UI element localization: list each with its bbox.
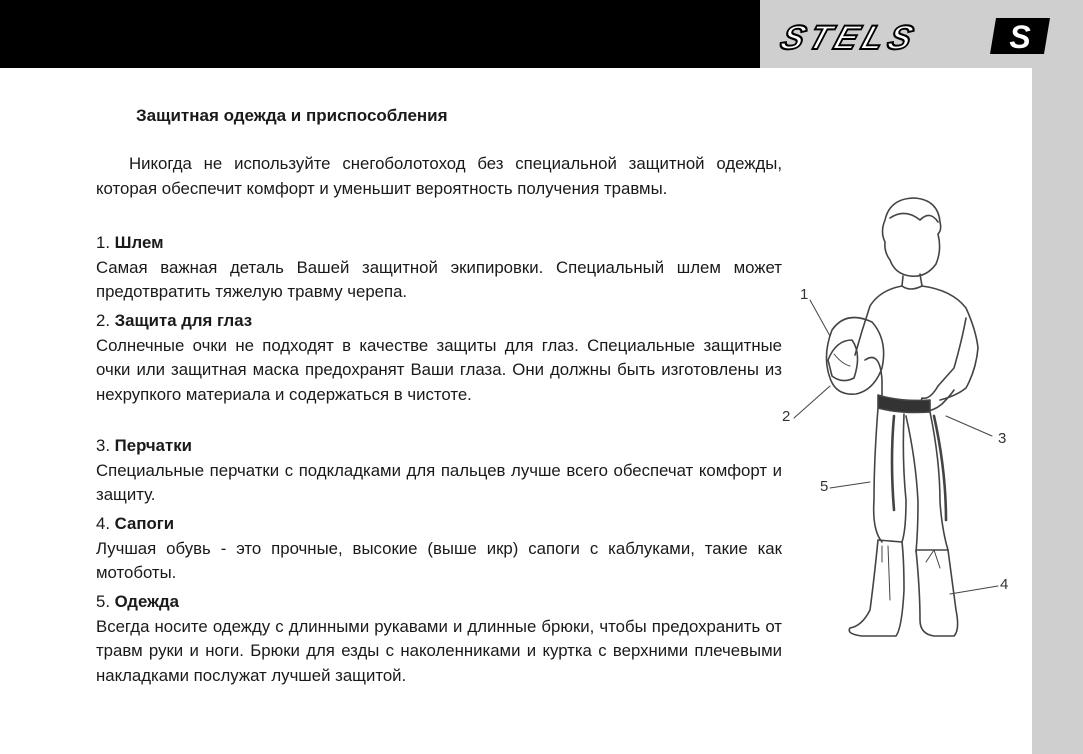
callout-3: 3: [998, 430, 1007, 447]
item-text: Всегда носите одежду с длинными рукавами и длинные брюки, чтобы предохранить от травм руки и ноги. Брюки для езды с наколенниками и куртка с верхними плечевыми накладками послужат лучшей защитой.: [96, 616, 782, 685]
brand-mark-letter: S: [1009, 19, 1031, 55]
callout-4: 4: [1000, 576, 1009, 593]
item-title: Сапоги: [114, 514, 175, 533]
callout-5: 5: [820, 478, 829, 495]
logo-area: [760, 0, 1083, 68]
item-text: Специальные перчатки с подкладками для пальцев лучше всего обеспечат комфорт и защиту.: [96, 460, 782, 504]
item-text: Солнечные очки не подходят в качестве защиты для глаз. Специальные защитные очки или защитная маска предохранят Ваши глаза. Они должны быть изготовлены из нехрупкого материала и содержаться в чистоте.: [96, 335, 782, 404]
list-item: [96, 512, 782, 586]
callout-1: 1: [800, 286, 809, 303]
item-title: Защита для глаз: [114, 311, 253, 330]
intro-text: Никогда не используйте снегоболотоход без специальной защитной одежды, которая обеспечит комфорт и уменьшит вероятность получения травмы.: [96, 154, 782, 198]
page-title: Защитная одежда и приспособления: [136, 106, 448, 125]
side-strip: [1032, 68, 1083, 754]
list-item: [96, 590, 782, 688]
item-number: 4.: [96, 514, 110, 533]
list-item: [96, 434, 782, 508]
intro-paragraph: [96, 152, 782, 201]
item-number: 2.: [96, 311, 110, 330]
brand-logo-icon: [988, 14, 1054, 58]
list-item: [96, 231, 782, 305]
item-text: Лучшая обувь - это прочные, высокие (выше икр) сапоги с каблуками, такие как мотоботы.: [96, 538, 782, 582]
item-number: 3.: [96, 436, 110, 455]
brand-logo-text: STELS: [775, 19, 923, 57]
item-number: 5.: [96, 592, 110, 611]
callout-2: 2: [782, 408, 791, 425]
list-item: [96, 309, 782, 407]
item-title: Одежда: [114, 592, 179, 611]
item-number: 1.: [96, 233, 110, 252]
header-bar: [0, 0, 760, 68]
item-title: Перчатки: [114, 436, 192, 455]
item-title: Шлем: [114, 233, 164, 252]
rider-illustration: [770, 190, 1030, 660]
item-text: Самая важная деталь Вашей защитной экипировки. Специальный шлем может предотвратить тяжелую травму черепа.: [96, 257, 782, 301]
